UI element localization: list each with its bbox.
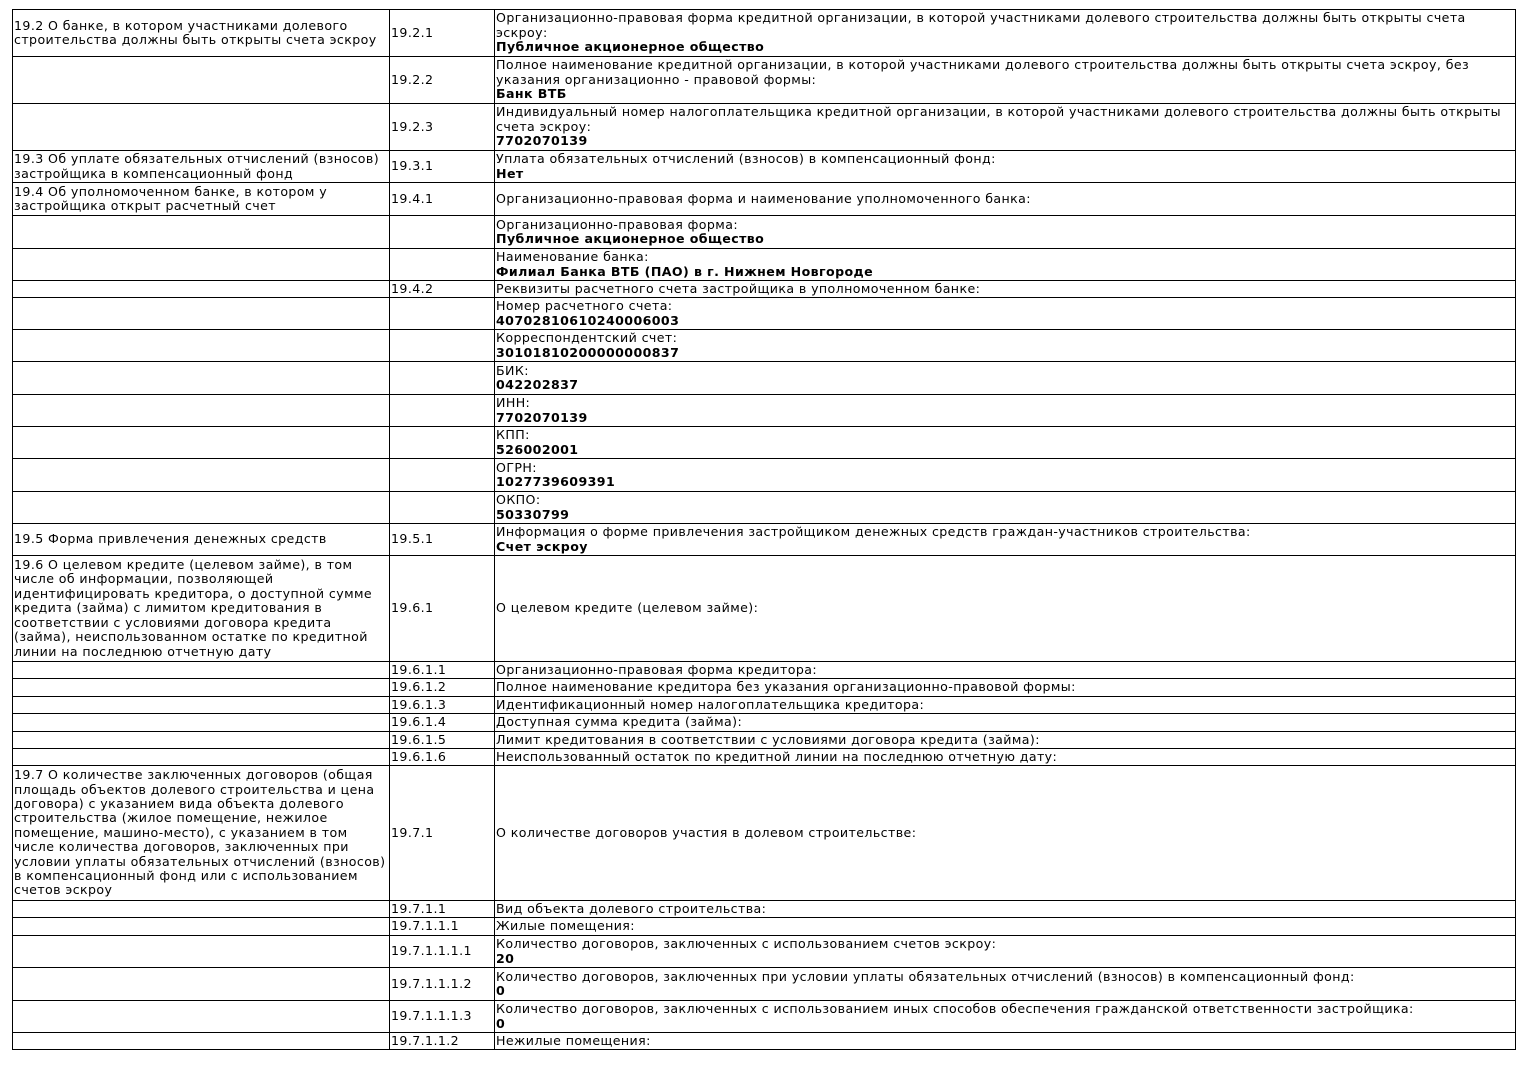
field-value: Публичное акционерное общество <box>496 231 765 246</box>
table-row <box>13 524 1516 556</box>
table-row <box>13 281 1516 298</box>
section-cell <box>13 427 390 459</box>
item-number-cell: 19.6.1.5 <box>390 732 495 749</box>
content-cell <box>495 10 1516 57</box>
section-cell <box>13 57 390 104</box>
field-value: Публичное акционерное общество <box>496 39 765 55</box>
item-number-cell: 19.5.1 <box>390 524 495 556</box>
table-row <box>13 679 1516 697</box>
field-label: О количестве договоров участия в долевом строительстве: <box>496 824 917 840</box>
item-number-cell: 19.7.1.1.1.2 <box>390 968 495 1001</box>
content-cell <box>495 732 1516 749</box>
item-number-cell: 19.4.2 <box>390 281 495 298</box>
item-number-cell <box>390 249 495 281</box>
section-cell <box>13 281 390 298</box>
item-number-cell <box>390 427 495 459</box>
field-label: БИК: <box>496 362 529 378</box>
item-number-cell: 19.2.3 <box>390 104 495 151</box>
content-cell <box>495 281 1516 298</box>
section-cell <box>13 395 390 427</box>
table-row <box>13 57 1516 104</box>
table-row <box>13 732 1516 749</box>
item-number-cell: 19.3.1 <box>390 151 495 183</box>
content-cell <box>495 1001 1516 1033</box>
section-cell <box>13 1001 390 1033</box>
item-number-cell <box>390 298 495 330</box>
content-cell <box>495 395 1516 427</box>
content-cell <box>495 330 1516 362</box>
field-label: Организационно-правовая форма: <box>496 216 738 232</box>
content-cell <box>495 697 1516 714</box>
field-value: 30101810200000000837 <box>496 344 680 360</box>
table-row <box>13 183 1516 216</box>
content-cell <box>495 249 1516 281</box>
field-label: ОКПО: <box>496 492 541 508</box>
content-cell <box>495 216 1516 249</box>
field-label: Организационно-правовая форма и наименование уполномоченного банка: <box>496 190 1031 206</box>
section-cell <box>13 298 390 330</box>
content-cell <box>495 104 1516 151</box>
section-cell <box>13 936 390 968</box>
field-value: 042202837 <box>496 377 579 392</box>
section-cell <box>13 679 390 697</box>
field-value: 1027739609391 <box>496 474 616 489</box>
item-number-cell: 19.7.1.1.1.1 <box>390 936 495 968</box>
content-cell <box>495 968 1516 1001</box>
field-value: Филиал Банка ВТБ (ПАО) в г. Нижнем Новгороде <box>496 263 874 279</box>
item-number-cell: 19.4.1 <box>390 183 495 216</box>
item-number-cell <box>390 216 495 249</box>
content-cell <box>495 679 1516 697</box>
section-cell <box>13 662 390 679</box>
field-value: 0 <box>496 983 506 998</box>
content-cell <box>495 427 1516 459</box>
item-number-cell: 19.6.1.3 <box>390 697 495 714</box>
table-row <box>13 249 1516 281</box>
content-cell <box>495 298 1516 330</box>
table-row <box>13 556 1516 662</box>
table-row <box>13 1001 1516 1033</box>
field-label: Лимит кредитования в соответствии с условиями договора кредита (займа): <box>496 731 1040 747</box>
item-number-cell <box>390 395 495 427</box>
table-row <box>13 936 1516 968</box>
item-number-cell <box>390 459 495 492</box>
section-cell <box>13 918 390 936</box>
field-value: 50330799 <box>496 506 570 522</box>
content-cell <box>495 901 1516 918</box>
item-number-cell: 19.6.1.1 <box>390 662 495 679</box>
item-number-cell: 19.7.1 <box>390 766 495 901</box>
field-label: Индивидуальный номер налогоплательщика кредитной организации, в которой участниками долевого строительства должны быть открыты счета эскроу: <box>496 104 1501 134</box>
item-number-cell <box>390 330 495 362</box>
section-cell <box>13 104 390 151</box>
field-label: Количество договоров, заключенных с использованием иных способов обеспечения гражданской ответственности застройщика: <box>496 1001 1414 1017</box>
section-cell: 19.7 О количестве заключенных договоров (общая площадь объектов долевого строительства и цена договора) с указанием вида объекта долевого строительства (жилое помещение, нежилое помещение, машино-место), с указанием в том числе количества договоров, заключенных при условии уплаты обязательных отчислений (взносов) в компенсационный фонд или с использованием счетов эскроу <box>13 766 390 901</box>
item-number-cell <box>390 492 495 524</box>
section-cell <box>13 749 390 766</box>
field-label: Нежилые помещения: <box>496 1032 651 1048</box>
field-value: 20 <box>496 950 515 966</box>
field-label: Жилые помещения: <box>496 918 635 934</box>
item-number-cell: 19.7.1.1.2 <box>390 1033 495 1050</box>
section-cell: 19.3 Об уплате обязательных отчислений (взносов) застройщика в компенсационный фонд <box>13 151 390 183</box>
field-label: Реквизиты расчетного счета застройщика в уполномоченном банке: <box>496 280 981 296</box>
content-cell <box>495 662 1516 679</box>
field-label: ОГРН: <box>496 459 537 475</box>
item-number-cell: 19.6.1 <box>390 556 495 662</box>
table-row <box>13 901 1516 918</box>
table-row <box>13 427 1516 459</box>
field-label: Организационно-правовая форма кредитной организации, в которой участниками долевого строительства должны быть открыты счета эскроу: <box>496 10 1466 40</box>
field-label: Вид объекта долевого строительства: <box>496 900 767 916</box>
disclosure-table <box>12 9 1516 1050</box>
content-cell <box>495 362 1516 395</box>
field-value: 0 <box>496 1015 506 1031</box>
table-row <box>13 362 1516 395</box>
item-number-cell: 19.7.1.1.1.3 <box>390 1001 495 1033</box>
table-row <box>13 697 1516 714</box>
field-label: Полное наименование кредитной организации, в которой участниками долевого строительства должны быть открыты счета эскроу, без указания организационно - правовой формы: <box>496 57 1470 87</box>
section-cell: 19.4 Об уполномоченном банке, в котором у застройщика открыт расчетный счет <box>13 183 390 216</box>
content-cell <box>495 183 1516 216</box>
section-cell <box>13 732 390 749</box>
section-cell: 19.5 Форма привлечения денежных средств <box>13 524 390 556</box>
item-number-cell: 19.2.2 <box>390 57 495 104</box>
field-value: Нет <box>496 165 524 181</box>
content-cell <box>495 459 1516 492</box>
field-label: Полное наименование кредитора без указания организационно-правовой формы: <box>496 679 1076 695</box>
content-cell <box>495 714 1516 732</box>
content-cell <box>495 57 1516 104</box>
field-label: Организационно-правовая форма кредитора: <box>496 661 817 677</box>
section-cell <box>13 968 390 1001</box>
item-number-cell: 19.6.1.6 <box>390 749 495 766</box>
content-cell <box>495 524 1516 556</box>
table-row <box>13 492 1516 524</box>
item-number-cell: 19.2.1 <box>390 10 495 57</box>
field-label: Номер расчетного счета: <box>496 298 673 314</box>
field-value: 7702070139 <box>496 409 588 425</box>
field-value: Банк ВТБ <box>496 86 567 102</box>
section-cell <box>13 330 390 362</box>
table-row <box>13 918 1516 936</box>
field-label: Неиспользованный остаток по кредитной линии на последнюю отчетную дату: <box>496 748 1058 764</box>
table-row <box>13 395 1516 427</box>
item-number-cell: 19.7.1.1 <box>390 901 495 918</box>
table-row <box>13 151 1516 183</box>
table-row <box>13 459 1516 492</box>
section-cell <box>13 901 390 918</box>
section-cell <box>13 459 390 492</box>
field-value: 40702810610240006003 <box>496 312 680 328</box>
section-cell <box>13 216 390 249</box>
section-cell <box>13 1033 390 1050</box>
section-cell <box>13 714 390 732</box>
field-label: ИНН: <box>496 395 531 411</box>
section-cell <box>13 249 390 281</box>
table-row <box>13 968 1516 1001</box>
field-value: 526002001 <box>496 441 579 457</box>
section-cell: 19.2 О банке, в котором участниками долевого строительства должны быть открыты счета эскроу <box>13 10 390 57</box>
table-row <box>13 216 1516 249</box>
item-number-cell: 19.7.1.1.1 <box>390 918 495 936</box>
content-cell <box>495 492 1516 524</box>
content-cell <box>495 1033 1516 1050</box>
field-label: Наименование банка: <box>496 249 649 265</box>
content-cell <box>495 918 1516 936</box>
table-row <box>13 662 1516 679</box>
field-label: Уплата обязательных отчислений (взносов) в компенсационный фонд: <box>496 151 996 167</box>
item-number-cell: 19.6.1.2 <box>390 679 495 697</box>
table-row <box>13 330 1516 362</box>
item-number-cell: 19.6.1.4 <box>390 714 495 732</box>
content-cell <box>495 936 1516 968</box>
table-row <box>13 10 1516 57</box>
table-row <box>13 766 1516 901</box>
field-label: Идентификационный номер налогоплательщика кредитора: <box>496 696 925 712</box>
section-cell <box>13 697 390 714</box>
content-cell <box>495 766 1516 901</box>
field-value: Счет эскроу <box>496 538 588 554</box>
section-cell <box>13 362 390 395</box>
table-row <box>13 1033 1516 1050</box>
field-label: Информация о форме привлечения застройщиком денежных средств граждан-участников строительства: <box>496 524 1251 540</box>
section-cell <box>13 492 390 524</box>
table-row <box>13 298 1516 330</box>
field-label: Количество договоров, заключенных с использованием счетов эскроу: <box>496 936 997 952</box>
field-label: О целевом кредите (целевом займе): <box>496 600 759 616</box>
field-label: КПП: <box>496 427 530 443</box>
section-cell: 19.6 О целевом кредите (целевом займе), в том числе об информации, позволяющей идентифицировать кредитора, о доступной сумме кредита (займа) с лимитом кредитования в соответствии с условиями договора кредита (займа), неиспользованном остатке по кредитной линии на последнюю отчетную дату <box>13 556 390 662</box>
content-cell <box>495 749 1516 766</box>
content-cell <box>495 556 1516 662</box>
content-cell <box>495 151 1516 183</box>
field-label: Доступная сумма кредита (займа): <box>496 714 743 730</box>
field-value: 7702070139 <box>496 133 588 149</box>
item-number-cell <box>390 362 495 395</box>
field-label: Количество договоров, заключенных при условии уплаты обязательных отчислений (взносов) в компенсационный фонд: <box>496 968 1355 984</box>
table-row <box>13 749 1516 766</box>
table-row <box>13 104 1516 151</box>
field-label: Корреспондентский счет: <box>496 330 678 346</box>
table-row <box>13 714 1516 732</box>
